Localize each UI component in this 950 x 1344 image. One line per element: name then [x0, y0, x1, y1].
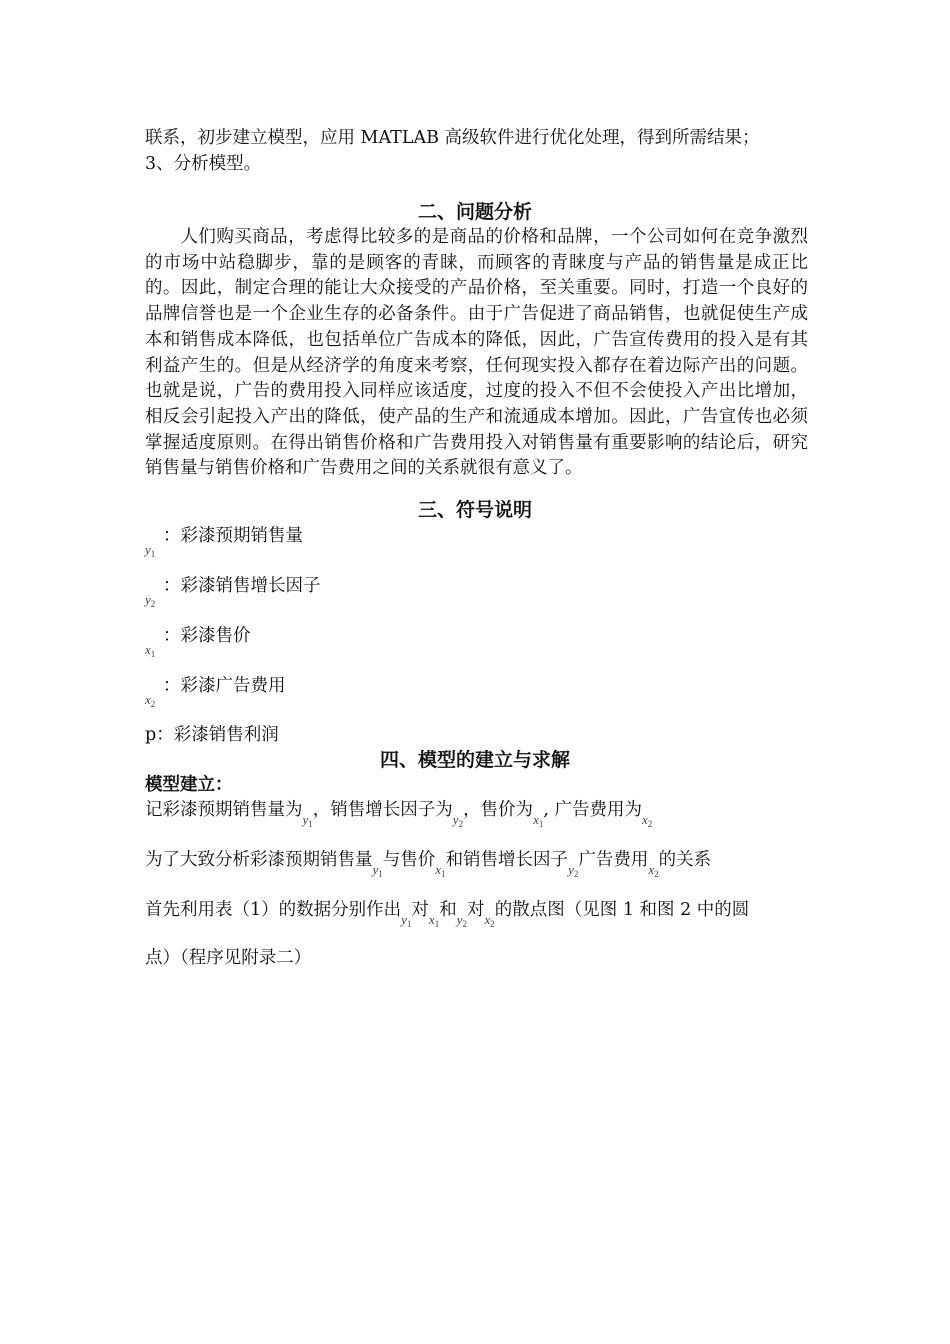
symbol-p: p：彩漆销售利润	[145, 725, 279, 745]
var-y2: y2	[452, 812, 464, 829]
symbol-x2	[145, 673, 286, 709]
symbol-y2-desc: ：彩漆销售增长因子	[163, 576, 321, 596]
symbol-y2-var: $y_2$	[145, 592, 156, 609]
var-y2: y2	[456, 912, 467, 929]
var-y1: y1	[372, 862, 383, 879]
section-2-title: 二、问题分析	[417, 201, 532, 223]
intro-line-2: 3、分析模型。	[145, 154, 262, 174]
model-sentence-1: 记彩漆预期销售量为$_{y_1}$，销售增长因子为$_{y_2}$，售价为$_{x_1}$, 广告费用为$_{x_2}$	[145, 800, 653, 829]
var-y1: y1	[401, 912, 412, 929]
var-x1: x1	[533, 812, 544, 829]
model-subtitle: 模型建立：	[145, 775, 233, 795]
symbol-y1-var: $y_1$	[145, 542, 156, 559]
symbol-y2	[145, 573, 321, 609]
section-2-paragraph	[145, 225, 808, 482]
symbol-x1-var: $x_1$	[145, 642, 156, 659]
var-x1: x1	[428, 912, 440, 929]
model-sentence-2: 为了大致分析彩漆预期销售量$_{y_1}$与售价$_{x_1}$和销售增长因子$_{y_2}$广告费用$_{x_2}$的关系	[145, 850, 712, 879]
var-x1: x1	[435, 862, 446, 879]
var-y1: y1	[302, 812, 313, 829]
var-x2: x2	[484, 912, 495, 929]
symbol-x1-desc: ：彩漆售价	[163, 626, 251, 646]
var-x2: x2	[641, 812, 653, 829]
var-y2: y2	[568, 862, 579, 879]
symbol-x2-desc: ：彩漆广告费用	[163, 676, 286, 696]
model-sentence-4: 点）（程序见附录二）	[145, 948, 312, 968]
section-3-title: 三、符号说明	[417, 499, 532, 521]
section-2-text: 人们购买商品，考虑得比较多的是商品的价格和品牌，一个公司如何在竞争激烈的市场中站稳脚步，靠的是顾客的青睐，而顾客的青睐度与产品的销售量是成正比的。因此，制定合理的能让大众接受的产品价格，至关重要。同时，打造一个良好的品牌信誉也是一个企业生存的必备条件。由于广告促进了商品销售，也就促使生产成本和销售成本降低，也包括单位广告成本的降低，因此，广告宣传费用的投入是有其利益产生的。但是从经济学的角度来考察，任何现实投入都存在着边际产出的问题。也就是说，广告的费用投入同样应该适度，过度的投入不但不会使投入产出比增加，相反会引起投入产出的降低，使产品的生产和流通成本增加。因此，广告宣传也必须掌握适度原则。在得出销售价格和广告费用投入对销售量有重要影响的结论后，研究销售量与销售价格和广告费用之间的关系就很有意义了。	[145, 227, 808, 479]
symbol-y1-desc: ：彩漆预期销售量	[163, 526, 303, 546]
var-x2: x2	[648, 862, 659, 879]
symbol-x1	[145, 623, 251, 659]
model-sentence-3: 首先利用表（1）的数据分别作出$_{y_1}$对$_{x_1}$和$_{y_2}$对$_{x_2}$的散点图（见图 1 和图 2 中的圆	[145, 900, 750, 929]
symbol-y1	[145, 523, 303, 559]
section-4-title: 四、模型的建立与求解	[379, 749, 570, 771]
symbol-x2-var: $x_2$	[145, 692, 156, 709]
intro-line-1: 联系，初步建立模型，应用 MATLAB 高级软件进行优化处理，得到所需结果；	[145, 128, 760, 148]
